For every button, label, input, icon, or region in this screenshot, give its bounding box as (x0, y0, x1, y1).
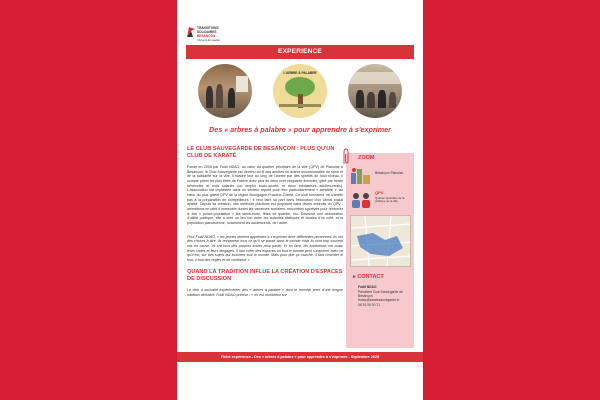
paperclip-icon (342, 148, 350, 166)
contact-heading-label: CONTACT (357, 274, 384, 280)
city-buildings-icon (350, 165, 372, 185)
zoom-item1-label: Besançon Planoise (375, 171, 404, 175)
logo-line1: TRANSITIONS (197, 26, 219, 30)
logo-line2: SOLIDAIRES (197, 30, 217, 34)
logo-mark-icon (186, 26, 196, 38)
map-image (351, 216, 410, 266)
district-map (350, 215, 411, 267)
main-article (187, 146, 343, 298)
photo-palaver-tree-poster (273, 64, 327, 118)
contact-name: Fodil NDAO (358, 285, 377, 289)
zoom-item-qpv (350, 190, 412, 212)
document-page (177, 0, 423, 400)
page-title: Des « arbres à palabre » pour apprendre à s'exprimer (209, 125, 391, 134)
arrow-right-icon: ▸ (353, 274, 358, 280)
experience-banner: EXPERIENCE (186, 45, 414, 59)
poster-title: L'ARBRE À PALABRE (283, 71, 317, 75)
zoom-item-location (350, 165, 412, 187)
page-footer: Fiche expérience - Des « arbres à palabre » pour apprendre à s'exprimer - Septembre 2025 (177, 352, 423, 362)
zoom-heading: ZOOM (358, 155, 375, 161)
organization-logo (186, 26, 226, 44)
contact-phone: 06 51 90 00 71 (358, 302, 380, 307)
zoom-item2-label: QPV (375, 190, 384, 195)
photo-group-discussion (348, 64, 402, 118)
photo-workshop-room (198, 64, 252, 118)
contact-heading (353, 274, 384, 280)
contact-email-link[interactable]: fndao@karatesauvegarde.fr (358, 298, 399, 303)
logo-line3: BESANÇON (197, 34, 216, 38)
paragraph-2-quote: Pour Fodil NDAO, « les jeunes doivent apprendre à s'exprimer avec différentes personnes. Ils ont des choses à dire, ils ressentent tous ce qu'il se passe dans le monde mais ils sont trop souvent mis en cause. Ils ont tous des propres zones pour parler. Et en face, les institutions ont aussi leurs codes et leurs langages. Il faut créer des espaces où tout le monde peut s'exprimer avec ce qu'il est, sur des sujets qui touchent tout le monde. Mais pour que ça marche, il faut cimenter le tout, il faut des règles et de confiance ». (187, 234, 343, 262)
logo-tagline: Citoyens de quartier (197, 39, 221, 42)
zoom-item2-sub: Quartier prioritaire de la politique de la ville (375, 196, 405, 204)
paragraph-3: Le club a souhaité expérimenter des « arbres à palabre » dont le concept vient d'une longue tradition africaine. Fodil NDAO précise : « on est nombreux sur (187, 288, 343, 298)
contact-details (358, 285, 413, 308)
section1-title: LE CLUB SAUVEGARDE DE BESANÇON : PLUS QU'UN CLUB DE KARATÉ (187, 146, 335, 159)
paragraph-1: Fondé en 2000 par Fodil NDAO, au cœur du quartier prioritaire de la ville (QPV) de Planoise à Besançon, le Club Sauvegarde est devenu au fil des années un acteur incontournable du sport et de la solidarité sur la ville. Encadré tout au long de l'année par des sportifs de haut niveau, il compte parmi les plus titrés de France avec plus de deux cent cinquante licenciés, géré par trente bénévoles et trois salariés (un emploi socio-sportif, et deux médiateurs adultes-relais). L'association est implantée dans un secteur réputé pour être particulièrement « sensible », au cœur du plus grand QPV de la région Bourgogne-Franche-Comté. Ce club formateur ne s'arrête pas à la préparation de compétiteurs : il veut faire sa part dans l'éducation d'un climat social apaisé. Depuis sa création, une méthode d'actions est proposée dans divers endroits du QPV : animations en pied d'immeuble durant les vacances scolaires, rencontres sportives pour renforcer le lien « police-population » les week-ends, fêtes de quartier, etc. Devenue une association d'utilité publique, elle a créé un lien fort entre les autorités étatiques et locales d'un côté, et la population planoisienne, notamment les adolescents, de l'autre. (187, 165, 343, 225)
section2-title: QUAND LA TRADITION INFLUE LA CRÉATION D'ESPACES DE DISCUSSION (187, 269, 343, 283)
people-group-icon (350, 190, 372, 210)
contact-role: Président Club Sauvegarde de Besançon (358, 289, 403, 298)
